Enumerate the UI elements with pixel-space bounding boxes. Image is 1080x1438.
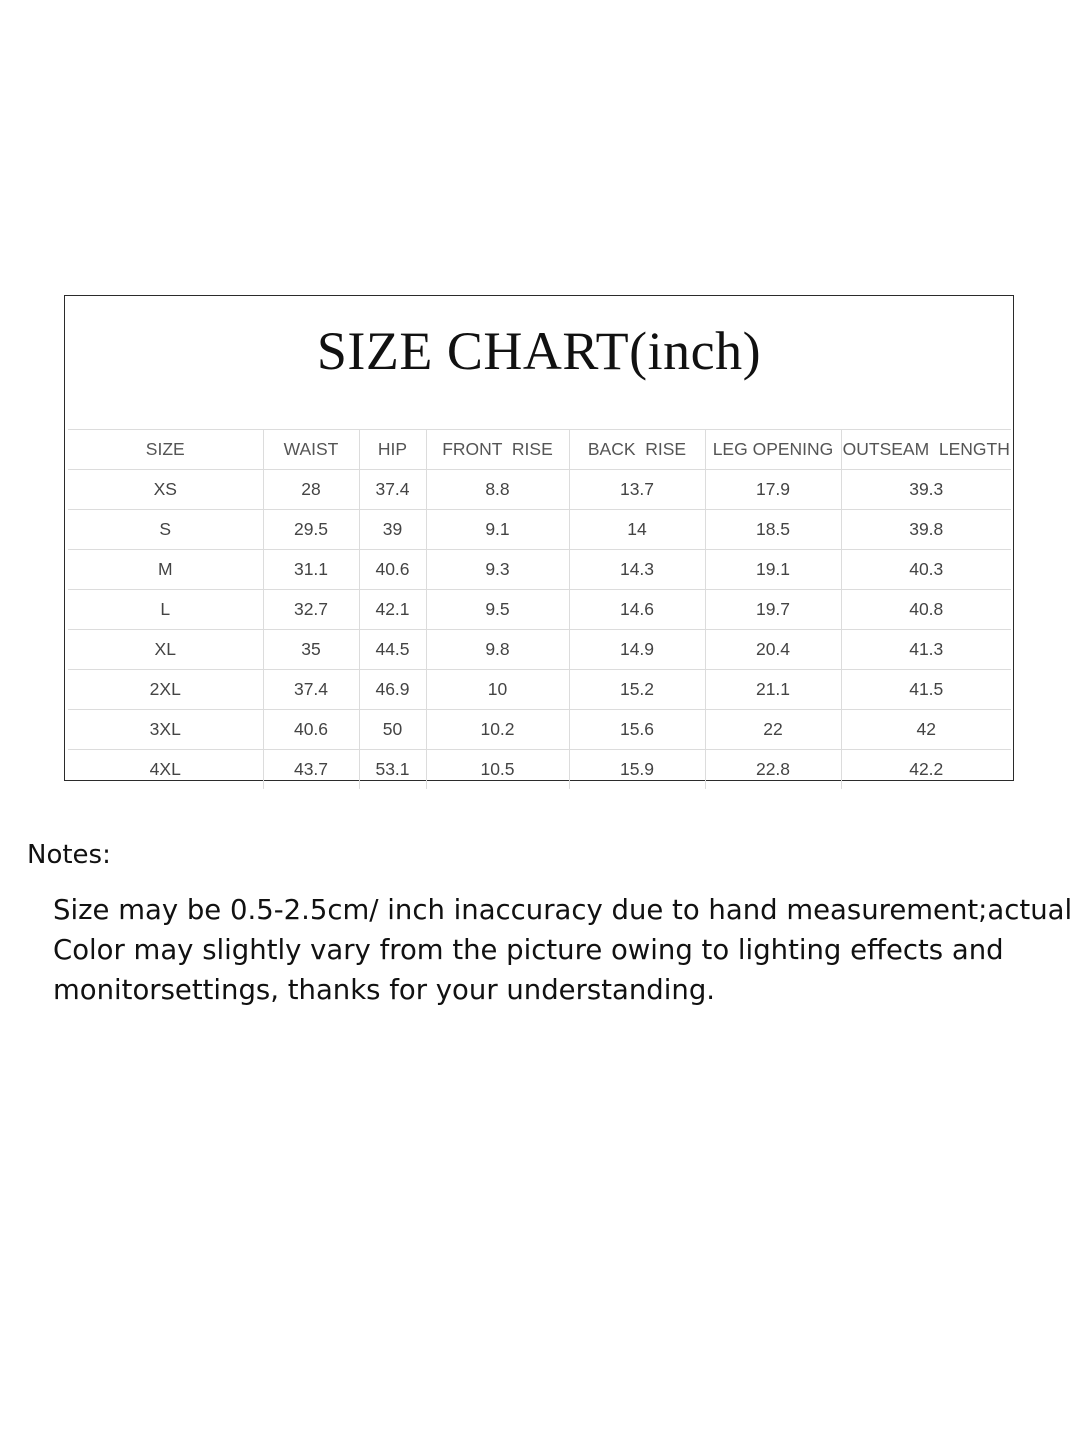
cell-waist: 43.7 xyxy=(263,750,359,790)
cell-leg-opening: 22 xyxy=(705,710,841,750)
cell-leg-opening: 19.7 xyxy=(705,590,841,630)
cell-front-rise: 9.5 xyxy=(426,590,569,630)
cell-leg-opening: 21.1 xyxy=(705,670,841,710)
table-row xyxy=(68,510,1011,550)
notes-line: Size may be 0.5-2.5cm/ inch inaccuracy due to hand measurement;actual xyxy=(53,894,1073,926)
cell-waist: 31.1 xyxy=(263,550,359,590)
table-row xyxy=(68,750,1011,790)
cell-hip: 46.9 xyxy=(359,670,426,710)
notes-line: Color may slightly vary from the picture owing to lighting effects and xyxy=(53,934,1004,966)
notes-line: monitorsettings, thanks for your understanding. xyxy=(53,974,716,1006)
size-table xyxy=(68,429,1011,789)
cell-outseam-length: 40.3 xyxy=(841,550,1011,590)
cell-waist: 32.7 xyxy=(263,590,359,630)
cell-front-rise: 10 xyxy=(426,670,569,710)
cell-front-rise: 9.1 xyxy=(426,510,569,550)
table-row xyxy=(68,470,1011,510)
cell-hip: 44.5 xyxy=(359,630,426,670)
cell-outseam-length: 39.8 xyxy=(841,510,1011,550)
header-leg-opening: LEG OPENING xyxy=(705,430,841,470)
cell-outseam-length: 41.3 xyxy=(841,630,1011,670)
cell-hip: 53.1 xyxy=(359,750,426,790)
cell-size: 2XL xyxy=(68,670,263,710)
header-back-rise: BACK RISE xyxy=(569,430,705,470)
cell-leg-opening: 17.9 xyxy=(705,470,841,510)
cell-waist: 40.6 xyxy=(263,710,359,750)
cell-size: XL xyxy=(68,630,263,670)
cell-size: M xyxy=(68,550,263,590)
cell-outseam-length: 41.5 xyxy=(841,670,1011,710)
cell-size: 4XL xyxy=(68,750,263,790)
cell-hip: 42.1 xyxy=(359,590,426,630)
cell-waist: 28 xyxy=(263,470,359,510)
cell-outseam-length: 39.3 xyxy=(841,470,1011,510)
chart-title: SIZE CHART(inch) xyxy=(316,321,762,381)
cell-leg-opening: 20.4 xyxy=(705,630,841,670)
header-front-rise: FRONT RISE xyxy=(426,430,569,470)
header-hip: HIP xyxy=(359,430,426,470)
cell-waist: 37.4 xyxy=(263,670,359,710)
cell-back-rise: 14 xyxy=(569,510,705,550)
cell-leg-opening: 19.1 xyxy=(705,550,841,590)
table-row xyxy=(68,590,1011,630)
cell-back-rise: 14.3 xyxy=(569,550,705,590)
table-row xyxy=(68,630,1011,670)
notes-label: Notes: xyxy=(27,840,111,870)
cell-front-rise: 10.2 xyxy=(426,710,569,750)
cell-back-rise: 15.2 xyxy=(569,670,705,710)
cell-size: 3XL xyxy=(68,710,263,750)
table-header-row xyxy=(68,430,1011,470)
cell-front-rise: 9.3 xyxy=(426,550,569,590)
header-size: SIZE xyxy=(68,430,263,470)
cell-back-rise: 15.9 xyxy=(569,750,705,790)
cell-back-rise: 14.9 xyxy=(569,630,705,670)
cell-front-rise: 8.8 xyxy=(426,470,569,510)
cell-size: L xyxy=(68,590,263,630)
cell-front-rise: 10.5 xyxy=(426,750,569,790)
cell-hip: 39 xyxy=(359,510,426,550)
size-chart xyxy=(64,295,1014,781)
cell-hip: 40.6 xyxy=(359,550,426,590)
cell-back-rise: 13.7 xyxy=(569,470,705,510)
cell-front-rise: 9.8 xyxy=(426,630,569,670)
cell-hip: 50 xyxy=(359,710,426,750)
table-row xyxy=(68,710,1011,750)
cell-outseam-length: 42.2 xyxy=(841,750,1011,790)
notes-body xyxy=(53,890,1073,1010)
table-row xyxy=(68,670,1011,710)
table-row xyxy=(68,550,1011,590)
cell-outseam-length: 42 xyxy=(841,710,1011,750)
cell-back-rise: 15.6 xyxy=(569,710,705,750)
cell-leg-opening: 22.8 xyxy=(705,750,841,790)
header-outseam-length: OUTSEAM LENGTH xyxy=(841,430,1011,470)
cell-leg-opening: 18.5 xyxy=(705,510,841,550)
cell-waist: 29.5 xyxy=(263,510,359,550)
cell-size: S xyxy=(68,510,263,550)
cell-hip: 37.4 xyxy=(359,470,426,510)
cell-size: XS xyxy=(68,470,263,510)
cell-outseam-length: 40.8 xyxy=(841,590,1011,630)
header-waist: WAIST xyxy=(263,430,359,470)
cell-waist: 35 xyxy=(263,630,359,670)
cell-back-rise: 14.6 xyxy=(569,590,705,630)
